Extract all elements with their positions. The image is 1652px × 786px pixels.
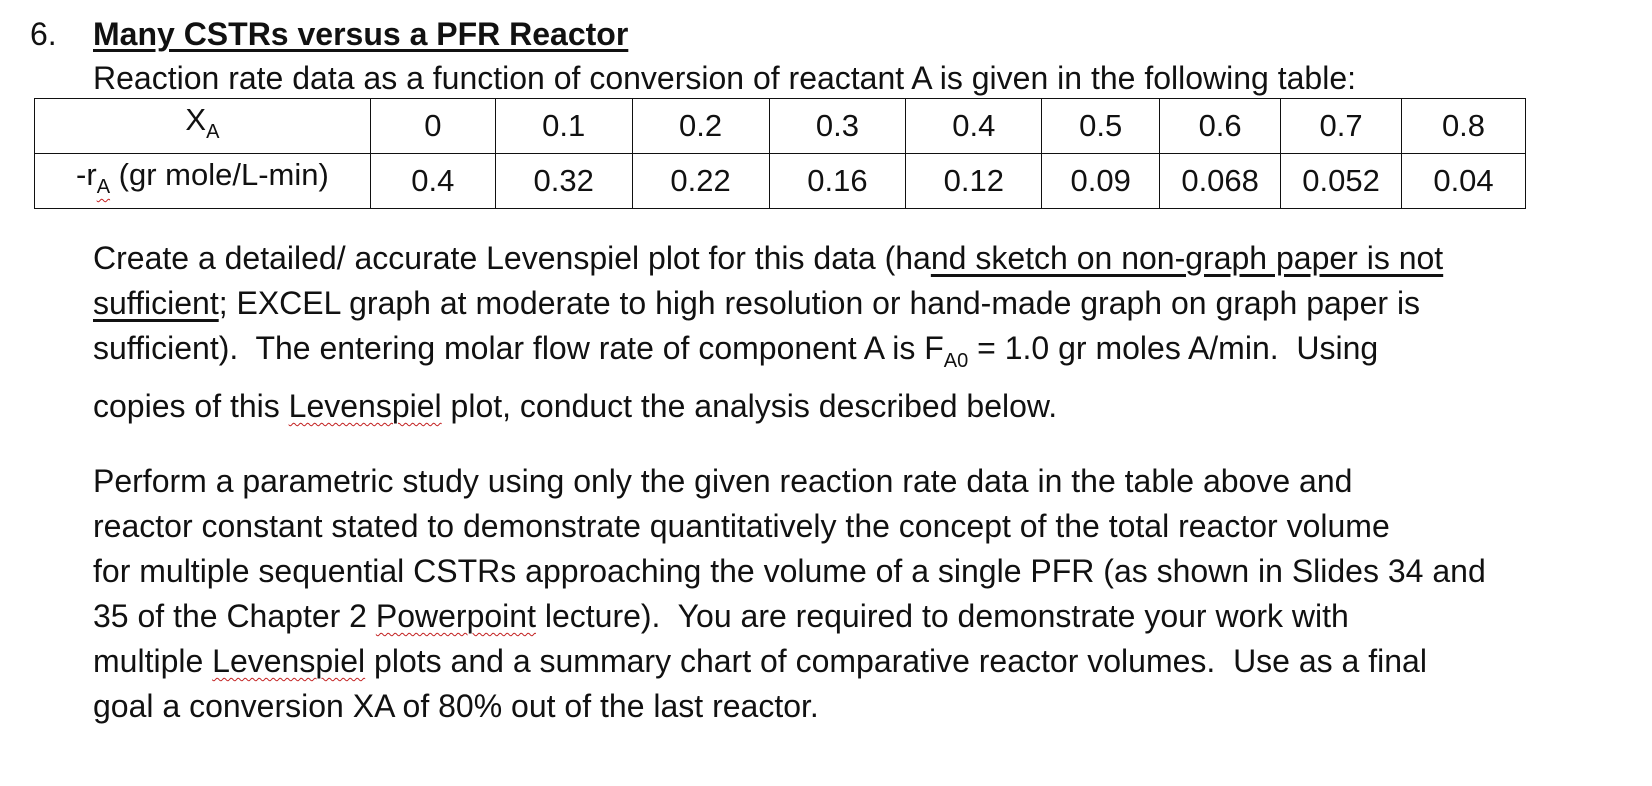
text-run: 35 of the Chapter 2 bbox=[93, 598, 376, 634]
conversion-subscript: A bbox=[206, 121, 220, 143]
rate-header bbox=[35, 154, 371, 209]
rate-data-table bbox=[34, 98, 1526, 209]
conversion-cell: 0.3 bbox=[769, 99, 906, 154]
conversion-cell: 0.6 bbox=[1160, 99, 1281, 154]
rate-cell: 0.32 bbox=[495, 154, 632, 209]
conversion-symbol: X bbox=[185, 102, 207, 137]
paragraph-line: goal a conversion XA of 80% out of the last reactor. bbox=[93, 688, 819, 724]
spellcheck-word: Levenspiel bbox=[212, 643, 366, 679]
conversion-cell: 0.4 bbox=[906, 99, 1042, 154]
text-run: copies of this bbox=[93, 388, 289, 424]
conversion-cell: 0.7 bbox=[1281, 99, 1402, 154]
parametric-study-paragraph bbox=[93, 459, 1553, 729]
spellcheck-word: Powerpoint bbox=[375, 598, 536, 634]
paragraph-line: for multiple sequential CSTRs approaching the volume of a single PFR (as shown in Slides 34 and bbox=[93, 553, 1486, 589]
paragraph-line bbox=[93, 594, 1553, 639]
text-run: ; EXCEL graph at moderate to high resolution or hand-made graph on graph paper is bbox=[218, 285, 1421, 321]
paragraph-line bbox=[93, 326, 1553, 384]
rate-units: (gr mole/L-min) bbox=[110, 157, 329, 192]
rate-cell: 0.4 bbox=[370, 154, 495, 209]
paragraph-line: Perform a parametric study using only the given reaction rate data in the table above and bbox=[93, 463, 1353, 499]
text-run: plots and a summary chart of comparative reactor volumes. Use as a final bbox=[365, 643, 1427, 679]
rate-row bbox=[35, 154, 1526, 209]
underlined-text: nd sketch on non-graph paper is not bbox=[930, 240, 1444, 276]
rate-cell: 0.04 bbox=[1402, 154, 1526, 209]
conversion-cell: 0.2 bbox=[632, 99, 769, 154]
text-run: lecture). You are required to demonstrate your work with bbox=[535, 598, 1349, 634]
rate-cell: 0.22 bbox=[632, 154, 769, 209]
paragraph-line bbox=[93, 236, 1553, 281]
conversion-cell: 0 bbox=[370, 99, 495, 154]
paragraph-line bbox=[93, 384, 1553, 429]
question-intro: Reaction rate data as a function of conversion of reactant A is given in the following table: bbox=[93, 60, 1356, 96]
question-number: 6. bbox=[30, 16, 57, 52]
spellcheck-word: Levenspiel bbox=[288, 388, 442, 424]
flow-subscript: A0 bbox=[943, 350, 969, 372]
rate-cell: 0.16 bbox=[769, 154, 906, 209]
text-run: multiple bbox=[93, 643, 213, 679]
text-run: = 1.0 gr moles A/min. Using bbox=[968, 330, 1379, 366]
paragraph-line bbox=[93, 639, 1553, 684]
text-run: Create a detailed/ accurate Levenspiel plot for this data (ha bbox=[93, 240, 931, 276]
rate-cell: 0.068 bbox=[1160, 154, 1281, 209]
conversion-row bbox=[35, 99, 1526, 154]
conversion-header bbox=[35, 99, 371, 154]
conversion-cell: 0.8 bbox=[1402, 99, 1526, 154]
underlined-text: sufficient bbox=[93, 285, 219, 321]
question-title: Many CSTRs versus a PFR Reactor bbox=[93, 16, 629, 52]
text-run: sufficient). The entering molar flow rate of component A is F bbox=[93, 330, 944, 366]
rate-subscript: A bbox=[96, 176, 111, 198]
conversion-cell: 0.5 bbox=[1042, 99, 1160, 154]
rate-symbol: -r bbox=[76, 157, 97, 192]
paragraph-line bbox=[93, 281, 1553, 326]
rate-cell: 0.052 bbox=[1281, 154, 1402, 209]
text-run: plot, conduct the analysis described below. bbox=[441, 388, 1058, 424]
paragraph-line: reactor constant stated to demonstrate quantitatively the concept of the total reactor volume bbox=[93, 508, 1390, 544]
rate-cell: 0.09 bbox=[1042, 154, 1160, 209]
conversion-cell: 0.1 bbox=[495, 99, 632, 154]
instructions-paragraph bbox=[93, 236, 1553, 429]
rate-cell: 0.12 bbox=[906, 154, 1042, 209]
